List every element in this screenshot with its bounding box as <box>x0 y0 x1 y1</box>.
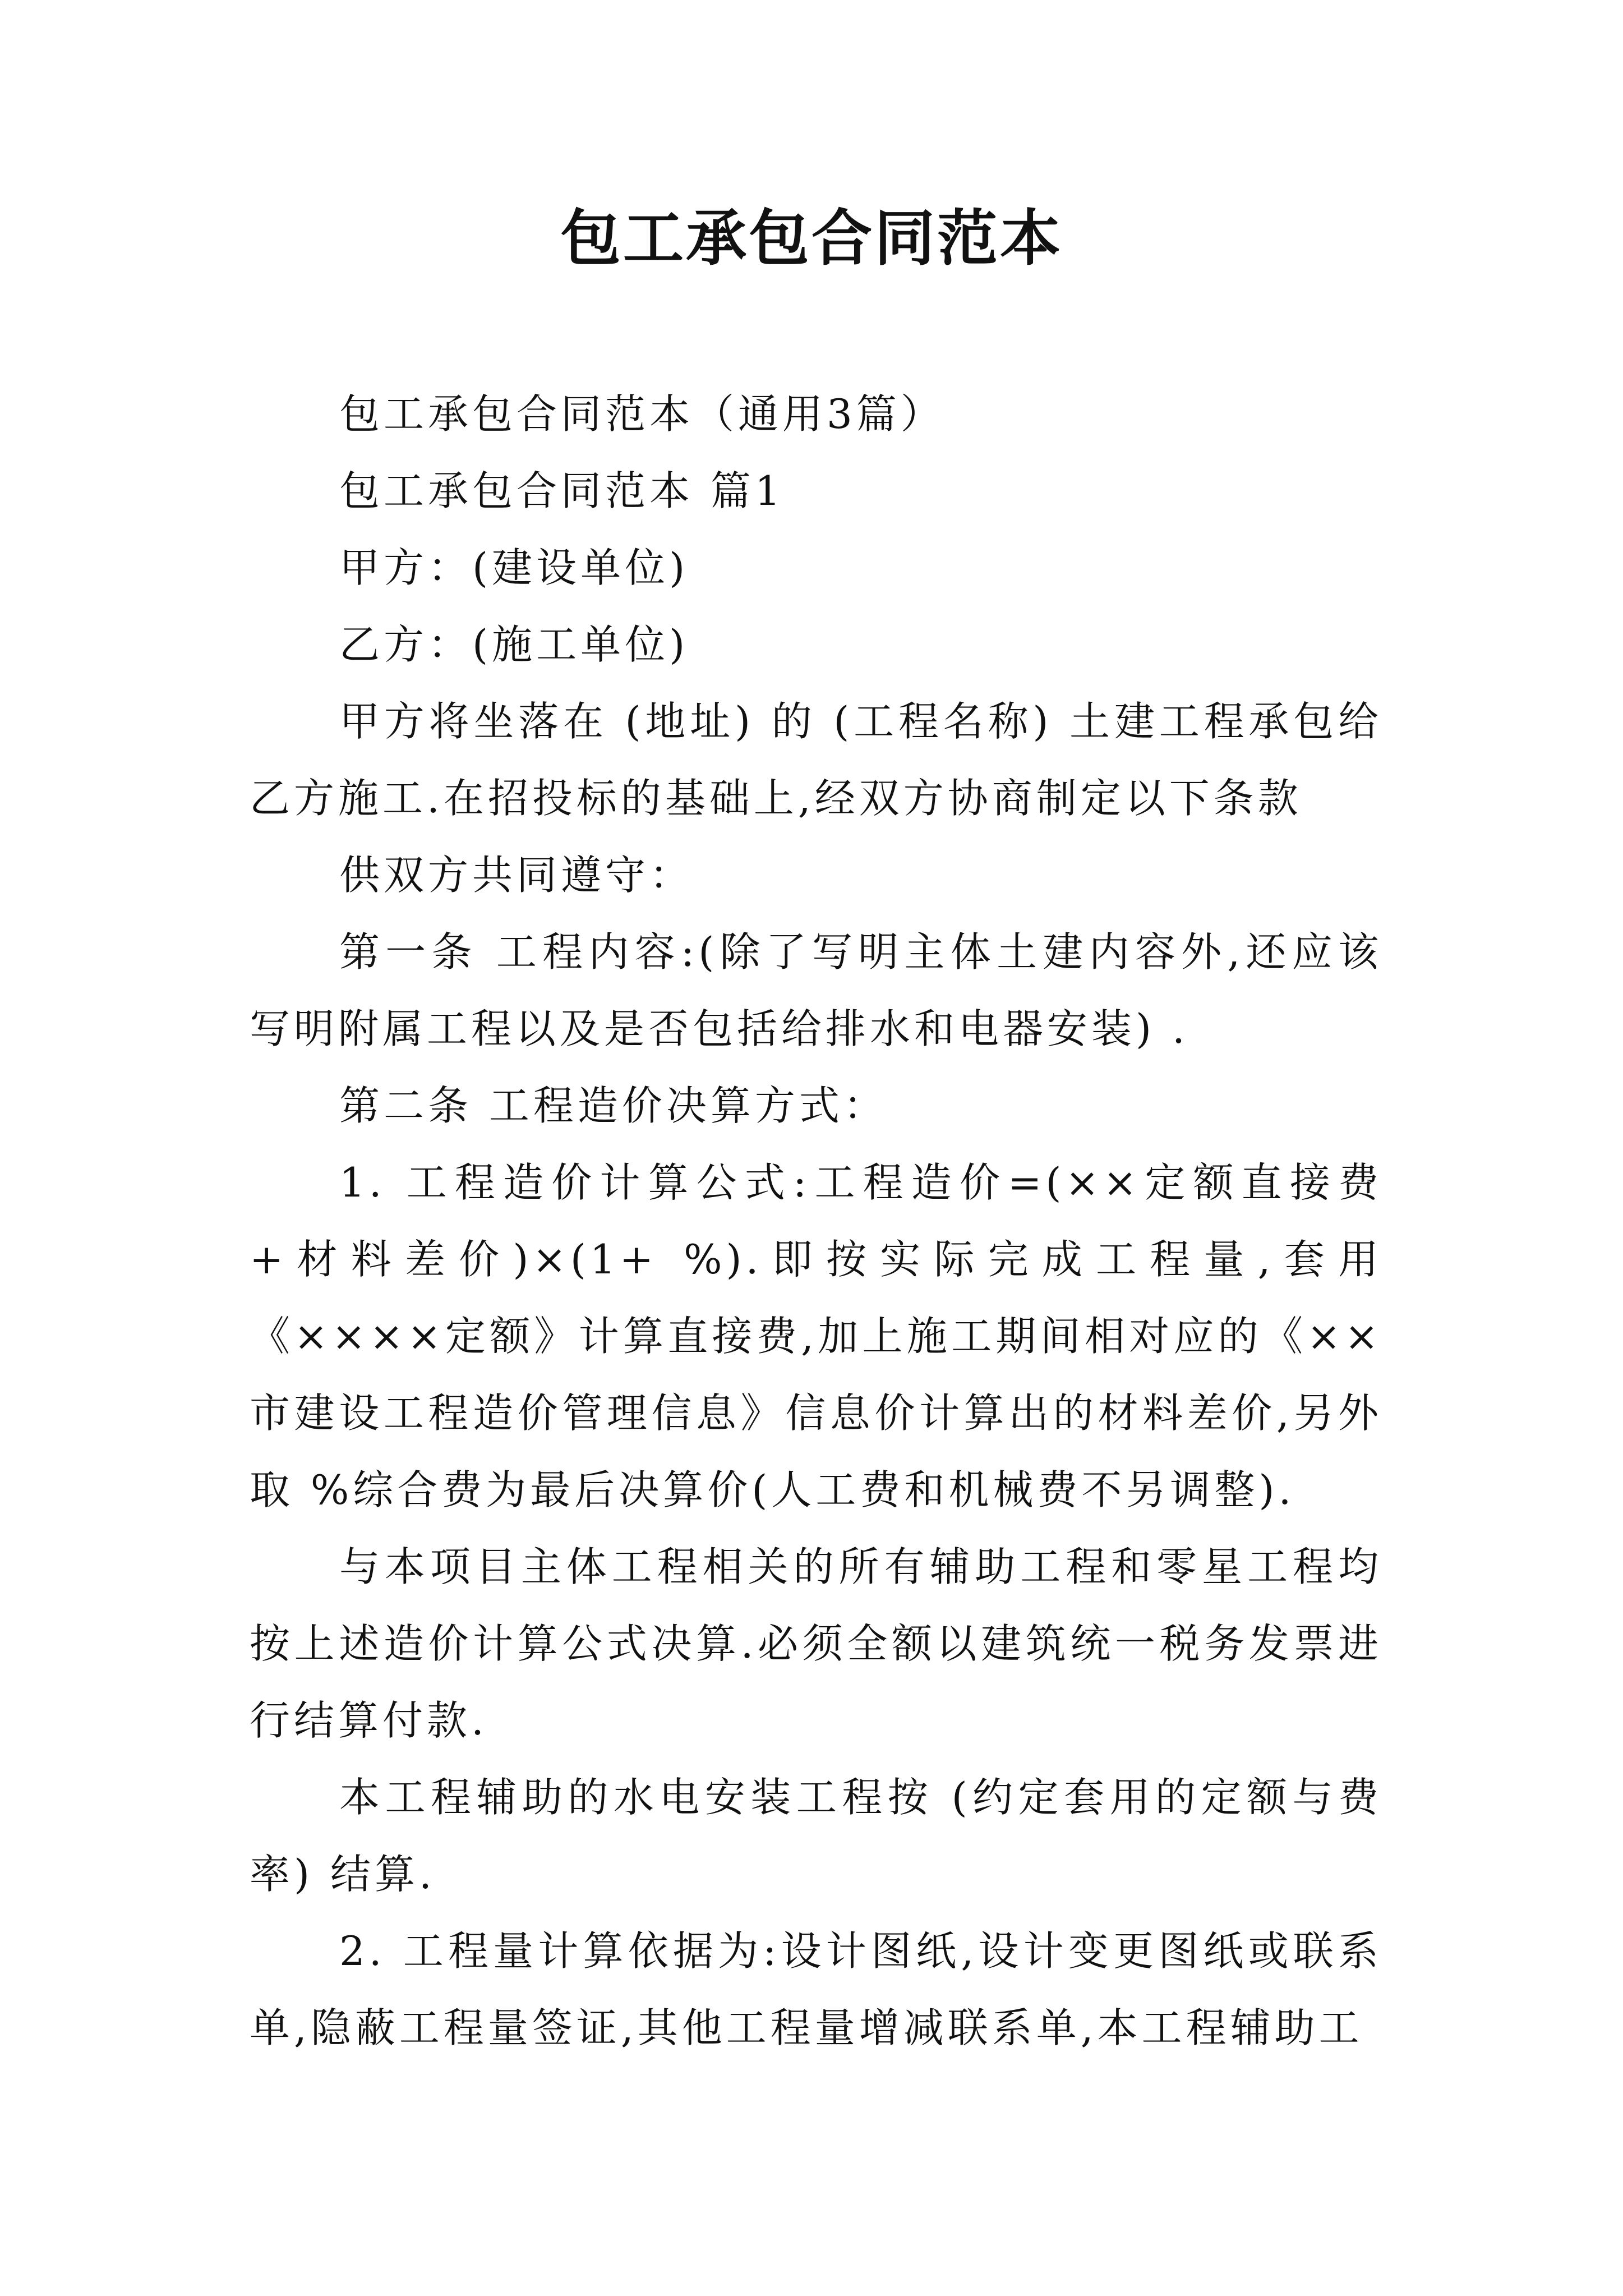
document-title: 包工承包合同范本 <box>560 203 1063 274</box>
paragraph-intro: 甲方将坐落在 (地址) 的 (工程名称) 土建工程承包给乙方施工.在招投标的基础上,经双方协商制定以下条款 <box>250 698 1382 822</box>
paragraph-party-b: 乙方：(施工单位) <box>339 621 689 668</box>
paragraph-related-works: 与本项目主体工程相关的所有辅助工程和零星工程均按上述造价计算公式决算.必须全额以建筑统一税务发票进行结算付款. <box>250 1543 1382 1744</box>
paragraph-clause-1: 1. 工程造价计算公式:工程造价=(××定额直接费+材料差价)×(1+ %).即按实际完成工程量,套用《××××定额》计算直接费,加上施工期间相对应的《××市建设工程造价管理信息》信息价计算出的材料差价,另外取 %综合费为最后决算价(人工费和机械费不另调整). <box>250 1159 1382 1513</box>
paragraph-intro-continued: 供双方共同遵守： <box>339 852 694 899</box>
paragraph-utilities: 本工程辅助的水电安装工程按 (约定套用的定额与费率) 结算. <box>250 1774 1382 1898</box>
paragraph-section-heading: 包工承包合同范本 篇1 <box>339 467 785 514</box>
paragraph-article-1: 第一条 工程内容:(除了写明主体土建内容外,还应该写明附属工程以及是否包括给排水和电器安装) . <box>250 928 1382 1052</box>
paragraph-article-2: 第二条 工程造价决算方式： <box>339 1082 888 1129</box>
paragraph-clause-2: 2. 工程量计算依据为:设计图纸,设计变更图纸或联系单,隐蔽工程量签证,其他工程量增减联系单,本工程辅助工 <box>250 1927 1382 2051</box>
document-body <box>250 376 1382 2067</box>
paragraph-party-a: 甲方：(建设单位) <box>339 544 689 591</box>
paragraph-subtitle: 包工承包合同范本（通用3篇） <box>339 390 945 438</box>
